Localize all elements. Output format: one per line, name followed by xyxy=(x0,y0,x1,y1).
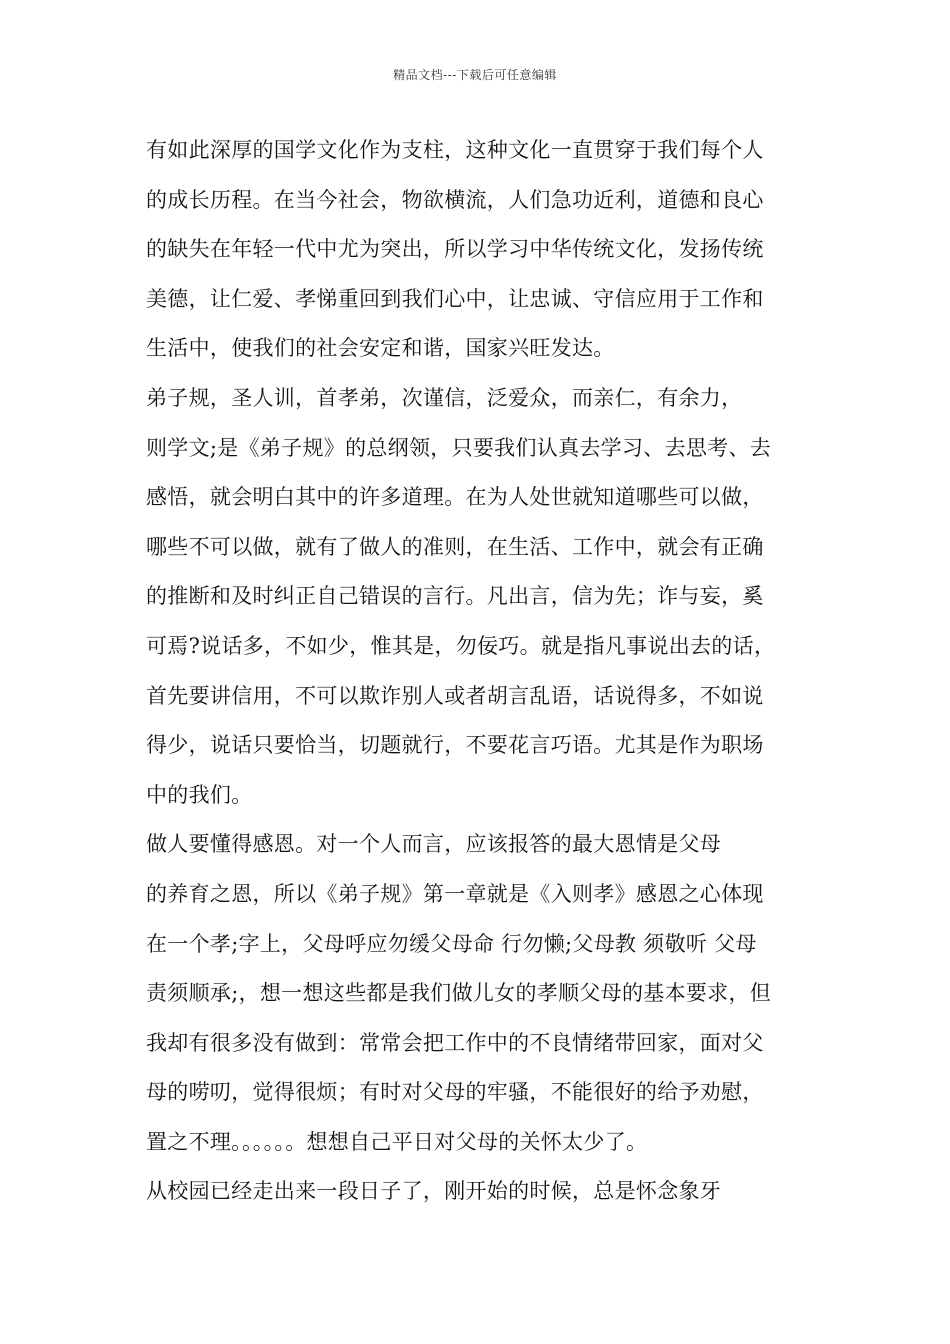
text-line: 我却有很多没有做到：常常会把工作中的不良情绪带回家，面对父 xyxy=(146,1030,764,1055)
text-line: 有如此深厚的国学文化作为支柱，这种文化一直贯穿于我们每个人 xyxy=(146,138,764,162)
text-line: 则学文;是《弟子规》的总纲领，只要我们认真去学习、去思考、去 xyxy=(146,435,772,460)
text-line: 的推断和及时纠正自己错误的言行。凡出言，信为先；诈与妄，奚 xyxy=(146,584,764,609)
document-body xyxy=(146,126,816,1217)
text-line: 母的唠叨，觉得很烦；有时对父母的牢骚，不能很好的给予劝慰， xyxy=(146,1080,764,1105)
text-line: 美德，让仁爱、孝悌重回到我们心中，让忠诚、守信应用于工作和 xyxy=(146,286,764,311)
text-line: 的养育之恩，所以《弟子规》第一章就是《入则孝》感恩之心体现 xyxy=(146,881,764,906)
text-line: 感悟，就会明白其中的许多道理。在为人处世就知道哪些可以做， xyxy=(146,485,764,510)
text-line: 的缺失在年轻一代中尤为突出，所以学习中华传统文化，发扬传统 xyxy=(146,237,764,262)
text-line: 得少，说话只要恰当，切题就行，不要花言巧语。尤其是作为职场 xyxy=(146,733,764,758)
text-line: 生活中，使我们的社会安定和谐，国家兴旺发达。 xyxy=(146,336,615,361)
text-line: 从校园已经走出来一段日子了，刚开始的时候，总是怀念象牙 xyxy=(146,1179,722,1204)
text-line: 首先要讲信用，不可以欺诈别人或者胡言乱语，话说得多，不如说 xyxy=(146,683,764,708)
text-line: 可焉?说话多，不如少，惟其是，勿佞巧。就是指凡事说出去的话， xyxy=(146,633,776,658)
page-header: 精品文档---下载后可任意编辑 xyxy=(393,68,557,82)
paragraph xyxy=(146,820,816,1167)
text-line: 中的我们。 xyxy=(146,782,253,807)
text-line: 的成长历程。在当今社会，物欲横流，人们急功近利，道德和良心 xyxy=(146,187,764,212)
text-line: 哪些不可以做，就有了做人的准则，在生活、工作中，就会有正确 xyxy=(146,534,764,559)
text-line: 置之不理。。。。。。想想自己平日对父母的关怀太少了。 xyxy=(146,1129,648,1154)
text-line: 责须顺承;，想一想这些都是我们做儿女的孝顺父母的基本要求，但 xyxy=(146,981,772,1006)
text-line: 弟子规，圣人训，首孝弟，次谨信，泛爱众，而亲仁，有余力， xyxy=(146,385,743,410)
paragraph xyxy=(146,374,816,820)
paragraph xyxy=(146,126,816,374)
text-line: 做人要懂得感恩。对一个人而言，应该报答的最大恩情是父母 xyxy=(146,832,722,857)
paragraph xyxy=(146,1167,816,1217)
text-line: 在一个孝;字上，父母呼应勿缓父母命 行勿懒;父母教 须敬听 父母 xyxy=(146,931,757,956)
